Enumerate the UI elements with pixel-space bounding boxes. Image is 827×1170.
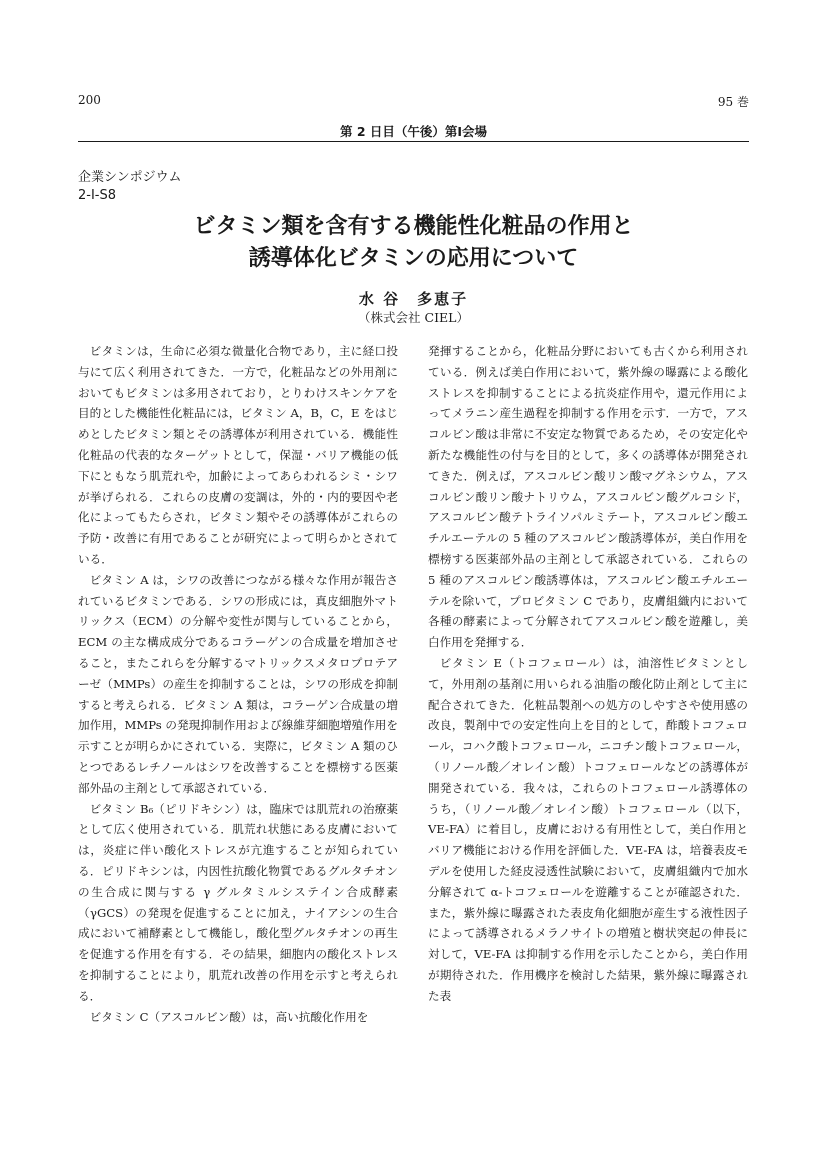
paragraph: ビタミン B₆（ピリドキシン）は，臨床では肌荒れの治療薬として広く使用されている．肌荒れ状態にある皮膚においては，炎症に伴い酸化ストレスが亢進することが知られている．ピリドキシンは，内因性抗酸化物質であるグルタチオンの生合成に関与する γ グルタミルシステイン合成酵素（γGCS）の発現を促進することに加え，ナイアシンの生合成において補酵素として機能し，酸化型グルタチオンの再生を促進する作用を有する．その結果，細胞内の酸化ストレスを抑制することにより，肌荒れ改善の作用を示すと考えられる． xyxy=(78,801,398,1003)
title-line-2: 誘導体化ビタミンの応用について xyxy=(248,246,579,271)
body-column-right xyxy=(428,341,748,1007)
presentation-code: 2-Ⅰ-S8 xyxy=(78,188,117,203)
volume-label: 95 巻 xyxy=(717,95,749,109)
symposium-category: 企業シンポジウム xyxy=(78,170,182,185)
article-title xyxy=(78,211,749,275)
paragraph: ビタミン E（トコフェロール）は，油溶性ビタミンとして，外用剤の基剤に用いられる油脂の酸化防止剤として主に配合されてきた．化粧品製剤への処方のしやすさや使用感の改良，製剤中での安定性向上を目的として，酢酸トコフェロール，コハク酸トコフェロール，ニコチン酸トコフェロール，（リノール酸／オレイン酸）トコフェロールなどの誘導体が開発されている．我々は，これらのトコフェロール誘導体のうち，（リノール酸／オレイン酸）トコフェロール（以下，VE-FA）に着目し，皮膚における有用性として，美白作用とバリア機能における作用を評価した．VE-FA は，培養表皮モデルを使用した経皮浸透性試験において，皮膚組織内で加水分解されて α-トコフェロールを遊離することが確認された．また，紫外線に曝露された表皮角化細胞が産生する液性因子によって誘導されるメラノサイトの増殖と樹状突起の伸長に対して，VE-FA は抑制する作用を示したことから，美白作用が期待された．作用機序を検討した結果，紫外線に曝露された表 xyxy=(428,655,748,1003)
paragraph: 発揮することから，化粧品分野においても古くから利用されている．例えば美白作用において，紫外線の曝露による酸化ストレスを抑制することによる抗炎症作用や，還元作用によってメラニン産生過程を抑制する作用を示す．一方で，アスコルビン酸は非常に不安定な物質であるため，その安定化や新たな機能性の付与を目的として，多くの誘導体が開発されてきた．例えば，アスコルビン酸リン酸マグネシウム，アスコルビン酸リン酸ナトリウム，アスコルビン酸グルコシド，アスコルビン酸テトライソパルミテート，アスコルビン酸エチルエーテルの 5 種のアスコルビン酸誘導体が，美白作用を標榜する医薬部外品の主剤として承認されている．これらの 5 種のアスコルビン酸誘導体は，アスコルビン酸エチルエーテルを除いて，プロビタミン C であり，皮膚組織内において各種の酵素によって分解されてアスコルビン酸を遊離し，美白作用を発揮する． xyxy=(428,344,748,650)
paragraph: ビタミンは，生命に必須な微量化合物であり，主に経口投与にて広く利用されてきた．一方で，化粧品などの外用剤においてもビタミンは多用されており，とりわけスキンケアを目的とした機能性化粧品には，ビタミン A，B，C，E をはじめとしたビタミン類とその誘導体が利用されている．機能性化粧品の代表的なターゲットとして，保湿・バリア機能の低下にともなう肌荒れや，加齢によってあらわれるシミ・シワが挙げられる．これらの皮膚の変調は，外的・内的要因や老化によってもたらされ，ビタミン類やその誘導体がこれらの予防・改善に有用であることが研究によって明らかとされている． xyxy=(78,344,398,566)
symposium-block xyxy=(78,169,182,205)
paragraph: ビタミン C（アスコルビン酸）は，高い抗酸化作用を xyxy=(89,1009,369,1024)
author-name: 水 谷 多恵子 xyxy=(358,290,469,308)
author-affiliation: （株式会社 CIEL） xyxy=(358,310,469,325)
body-column-left xyxy=(78,341,398,1027)
session-heading: 第 2 日目（午後）第Ⅰ会場 xyxy=(339,124,488,139)
title-line-1: ビタミン類を含有する機能性化粧品の作用と xyxy=(193,214,634,239)
paragraph: ビタミン A は，シワの改善につながる様々な作用が報告されているビタミンである．シワの形成には，真皮細胞外マトリックス（ECM）の分解や変性が関与していることから，ECM の主な構成成分であるコラーゲンの合成量を増加させること，またこれらを分解するマトリックスメタロプロテアーゼ（MMPs）の産生を抑制することは，シワの形成を抑制すると考えられる．ビタミン A 類は，コラーゲン合成量の増加作用，MMPs の発現抑制作用および線維芽細胞増殖作用を示すことが明らかにされている．実際に，ビタミン A 類のひとつであるレチノールはシワを改善することを標榜する医薬部外品の主剤として承認されている． xyxy=(78,572,398,795)
header-rule xyxy=(78,141,749,142)
page-number: 200 xyxy=(78,93,101,107)
